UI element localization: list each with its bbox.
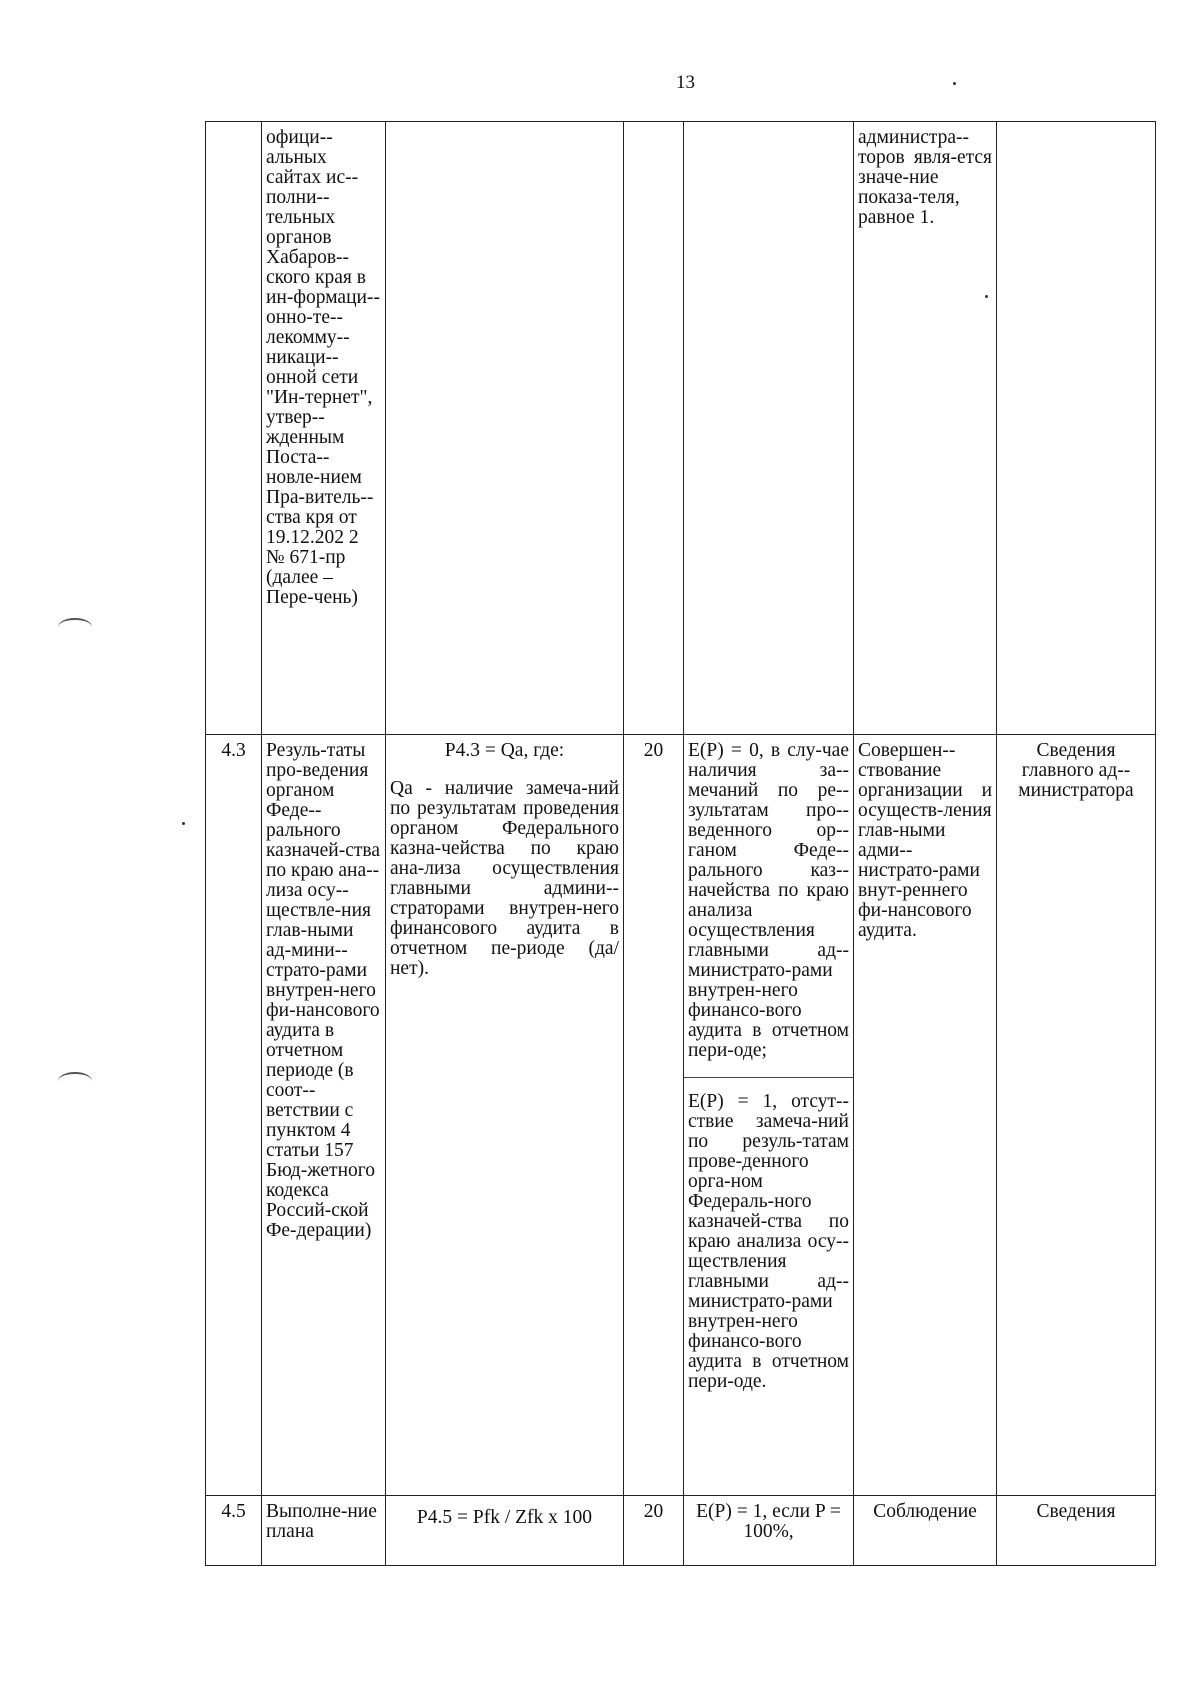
calculation-formula [386, 122, 624, 735]
table-row [206, 1496, 1156, 1566]
indicator-weight: 20 [624, 1496, 684, 1566]
indicator-name: Резуль-таты про-ведения органом Феде-рального казначей-ства по краю ана-лиза осу-ществле-ния глав-ными ад-мини-страто-рами внутрен-него фи-нансового аудита в отчетном периоде (в соот-ветствии с пунктом 4 статьи 157 Бюд-жетного кодекса Россий-ской Фе-дерации) [262, 735, 386, 1496]
page-number: 13 [676, 72, 695, 93]
evaluation-rule-cell [684, 735, 854, 1496]
indicator-name: Выполне-ние плана [262, 1496, 386, 1566]
calculation-formula: P4.3 = Qa, где: [444, 740, 565, 761]
cell-divider [684, 1077, 853, 1078]
evaluation-rule: E(P) = 1, если P = 100%, [684, 1496, 854, 1566]
calculation-formula-cell [386, 735, 624, 1496]
hole-punch-mark [58, 618, 92, 636]
data-source: Сведения главного ад-министратора [997, 735, 1156, 1496]
scan-dot [953, 82, 956, 85]
indicator-weight [624, 122, 684, 735]
indicator-name: офици-альных сайтах ис-полни-тельных органов Хабаров-ского края в ин-формаци-онно-те-лекомму-никаци-онной сети "Ин-тернет", утвер-жденным Поста-новле-нием Пра-витель-ства кря от 19.12.202 2 № 671-пр (далее – Пере-чень) [262, 122, 386, 735]
formula-description: Qa - наличие замеча-ний по результатам проведения органом Федерального казна-чейства по краю ана-лиза осуществления главными админи-страторами внутрен-него финансового аудита в отчетном пе-риоде (да/нет). [390, 778, 619, 979]
indicator-goal: Совершен-ствование организации и осуществ-ления глав-ными адми-нистрато-рами внут-реннего фи-нансового аудита. [854, 735, 997, 1496]
row-number: 4.5 [206, 1496, 262, 1566]
data-source [997, 122, 1156, 735]
indicators-table [205, 121, 1156, 1566]
evaluation-rule-alt: E(P) = 1, отсут-ствие замеча-ний по резуль-татам прове-денного орга-ном Федераль-ного казначей-ства по краю анализа осу-ществления главными ад-министрато-рами внутрен-него финансо-вого аудита в отчетном пери-оде. [688, 1091, 849, 1392]
hole-punch-mark [58, 1072, 92, 1090]
indicator-goal: Соблюдение [854, 1496, 997, 1566]
table-row [206, 122, 1156, 735]
data-source: Сведения [997, 1496, 1156, 1566]
indicator-weight: 20 [624, 735, 684, 1496]
calculation-formula: P4.5 = Pfk / Zfk x 100 [386, 1496, 624, 1566]
scan-dot [182, 822, 185, 825]
row-number: 4.3 [206, 735, 262, 1496]
table-row [206, 735, 1156, 1496]
evaluation-rule [684, 122, 854, 735]
evaluation-rule: E(P) = 0, в слу-чае наличия за-мечаний по ре-зультатам про-веденного ор-ганом Феде-рального каз-начейства по краю анализа осуществления главными ад-министрато-рами внутрен-него финансо-вого аудита в отчетном пери-оде; [688, 740, 849, 1061]
indicator-goal: администра-торов явля-ется значе-ние показа-теля, равное 1. [854, 122, 997, 735]
row-number [206, 122, 262, 735]
